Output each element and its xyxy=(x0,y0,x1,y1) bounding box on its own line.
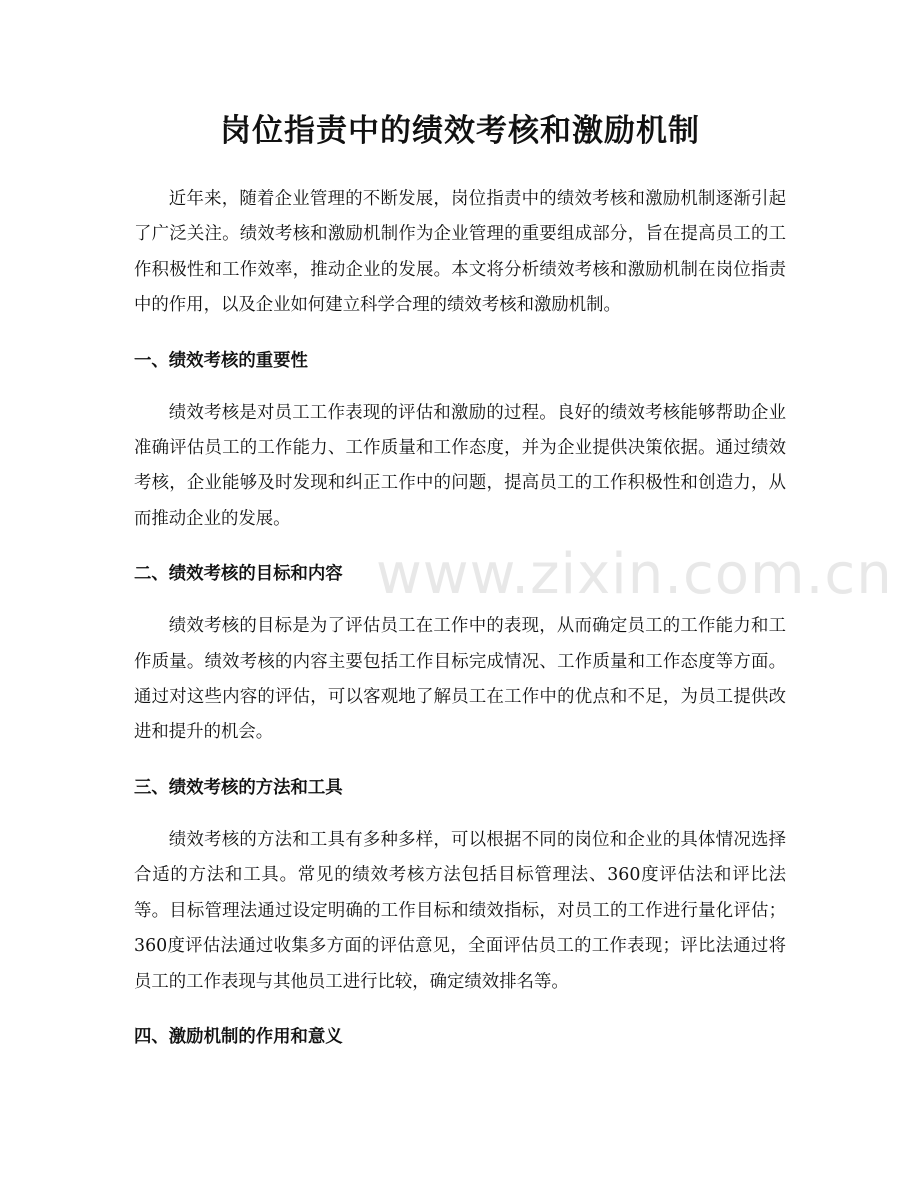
section-2-paragraph: 绩效考核的目标是为了评估员工在工作中的表现，从而确定员工的工作能力和工作质量。绩效考核的内容主要包括工作目标完成情况、工作质量和工作态度等方面。通过对这些内容的评估，可以客观地了解员工在工作中的优点和不足，为员工提供改进和提升的机会。 xyxy=(134,616,786,743)
intro-paragraph: 近年来，随着企业管理的不断发展，岗位指责中的绩效考核和激励机制逐渐引起了广泛关注。绩效考核和激励机制作为企业管理的重要组成部分，旨在提高员工的工作积极性和工作效率，推动企业的发展。本文将分析绩效考核和激励机制在岗位指责中的作用，以及企业如何建立科学合理的绩效考核和激励机制。 xyxy=(134,189,786,316)
section-3-heading: 三、绩效考核的方法和工具 xyxy=(134,777,343,798)
document-body xyxy=(134,182,786,1055)
section-2-heading: 二、绩效考核的目标和内容 xyxy=(134,564,343,585)
section-4-heading: 四、激励机制的作用和意义 xyxy=(134,1026,343,1047)
document-title: 岗位指责中的绩效考核和激励机制 xyxy=(220,113,700,149)
watermark: www.zixin.com.cn xyxy=(376,542,893,607)
section-1-heading: 一、绩效考核的重要性 xyxy=(134,350,308,371)
section-1-paragraph: 绩效考核是对员工工作表现的评估和激励的过程。良好的绩效考核能够帮助企业准确评估员工的工作能力、工作质量和工作态度，并为企业提供决策依据。通过绩效考核，企业能够及时发现和纠正工作中的问题，提高员工的工作积极性和创造力，从而推动企业的发展。 xyxy=(134,402,786,529)
section-3-paragraph: 绩效考核的方法和工具有多种多样，可以根据不同的岗位和企业的具体情况选择合适的方法和工具。常见的绩效考核方法包括目标管理法、360度评估法和评比法等。目标管理法通过设定明确的工作目标和绩效指标，对员工的工作进行量化评估；360度评估法通过收集多方面的评估意见，全面评估员工的工作表现；评比法通过将员工的工作表现与其他员工进行比较，确定绩效排名等。 xyxy=(134,829,786,992)
